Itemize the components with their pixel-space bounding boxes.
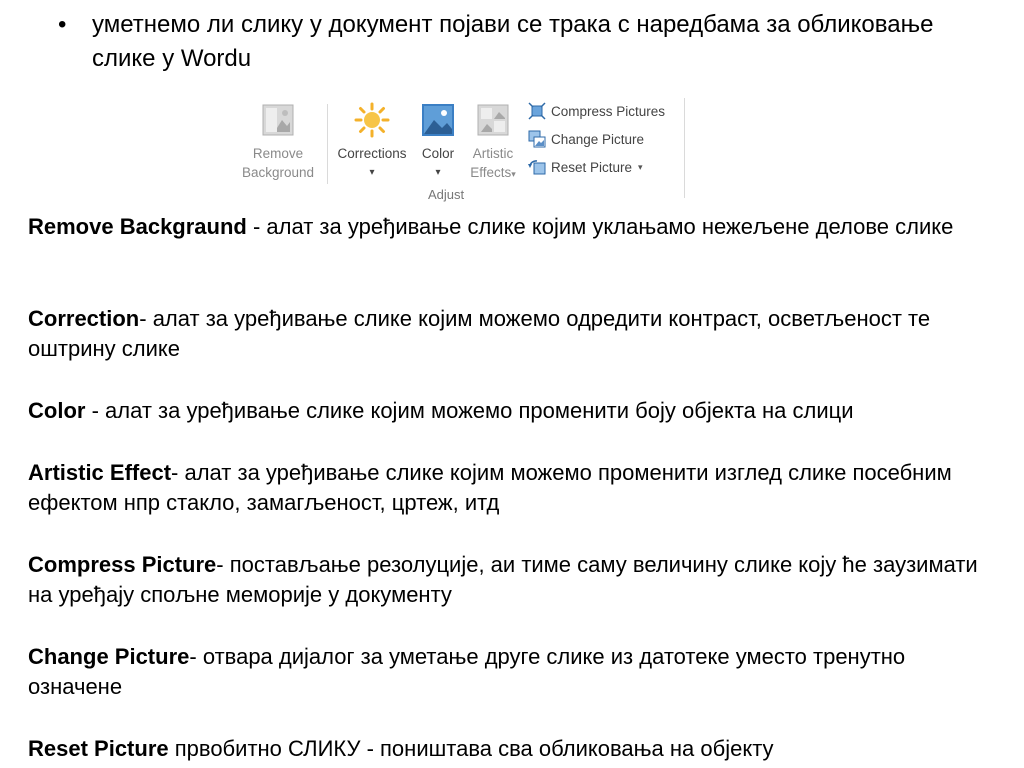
term-color: Color <box>28 398 86 423</box>
term-compress-picture: Compress Picture <box>28 552 217 577</box>
artistic-effects-label-2 <box>462 163 524 184</box>
text-artistic-effect: - алат за уређивање слике којим можемо променити изглед слике посебним ефектом нпр стакло, замагљеност, цртеж, итд <box>28 460 952 515</box>
text-reset-picture: првобитно СЛИКУ - поништава сва обликовања на објекту <box>168 736 774 761</box>
change-picture-label: Change Picture <box>551 131 645 147</box>
ribbon-divider <box>327 104 328 184</box>
description-reset-picture <box>28 734 998 764</box>
compress-pictures-button[interactable] <box>528 100 665 122</box>
reset-picture-dropdown-arrow[interactable]: ▾ <box>638 161 643 172</box>
artistic-effects-label-2-text: Effects <box>470 165 512 180</box>
color-dropdown-arrow: ▾ <box>435 167 441 178</box>
text-compress-picture: - постављање резолуције, аи тиме саму величину слике коју ће заузимати на уређају спољне меморије у документу <box>28 552 978 607</box>
text-remove-background: - алат за уређивање слике којим уклањамо нежељене делове слике <box>246 214 954 239</box>
reset-picture-icon <box>528 158 546 176</box>
term-remove-background: Remove Backgraund <box>28 214 247 239</box>
description-artistic-effect <box>28 458 998 518</box>
description-remove-background <box>28 212 998 242</box>
term-change-picture: Change Picture <box>28 644 190 669</box>
text-color: - алат за уређивање слике којим можемо променити боју објекта на слици <box>85 398 854 423</box>
color-button[interactable] <box>414 100 462 182</box>
text-correction: - алат за уређивање слике којим можемо одредити контраст, осветљеност те оштрину слике <box>28 306 931 361</box>
description-compress-picture <box>28 550 998 610</box>
remove-background-button[interactable] <box>234 100 322 182</box>
bullet-marker: • <box>58 11 67 38</box>
artistic-effects-dropdown-arrow: ▾ <box>511 169 516 179</box>
change-picture-icon <box>528 130 546 148</box>
description-change-picture <box>28 642 998 702</box>
text-change-picture: - отвара дијалог за уметање друге слике из датотеке уместо тренутно означене <box>28 644 906 699</box>
reset-picture-label: Reset Picture <box>551 159 633 175</box>
remove-background-label-1: Remove <box>252 146 304 161</box>
color-picture-icon <box>420 102 456 138</box>
corrections-button[interactable] <box>332 100 412 182</box>
artistic-effects-button[interactable] <box>462 100 524 184</box>
compress-pictures-icon <box>528 102 546 120</box>
term-artistic-effect: Artistic Effect <box>28 460 172 485</box>
description-color <box>28 396 998 426</box>
ribbon-group-divider <box>684 98 685 198</box>
intro-text: уметнемо ли слику у документ појави се трака с наредбама за обликовање слике у Wordu <box>92 11 934 72</box>
artistic-effects-label-1: Artistic <box>472 146 514 161</box>
reset-picture-button[interactable] <box>528 156 643 178</box>
remove-background-icon <box>260 102 296 138</box>
term-reset-picture: Reset Picture <box>28 736 169 761</box>
adjust-ribbon-group <box>232 96 694 206</box>
sun-icon <box>354 102 390 138</box>
artistic-effects-icon <box>475 102 511 138</box>
change-picture-button[interactable] <box>528 128 644 150</box>
adjust-group-label: Adjust <box>428 187 465 202</box>
color-label: Color <box>421 146 455 161</box>
compress-pictures-label: Compress Pictures <box>551 103 666 119</box>
corrections-dropdown-arrow: ▾ <box>369 167 375 178</box>
corrections-label: Corrections <box>337 146 407 161</box>
remove-background-label-2: Background <box>241 165 315 180</box>
description-correction <box>28 304 998 364</box>
term-correction: Correction <box>28 306 140 331</box>
